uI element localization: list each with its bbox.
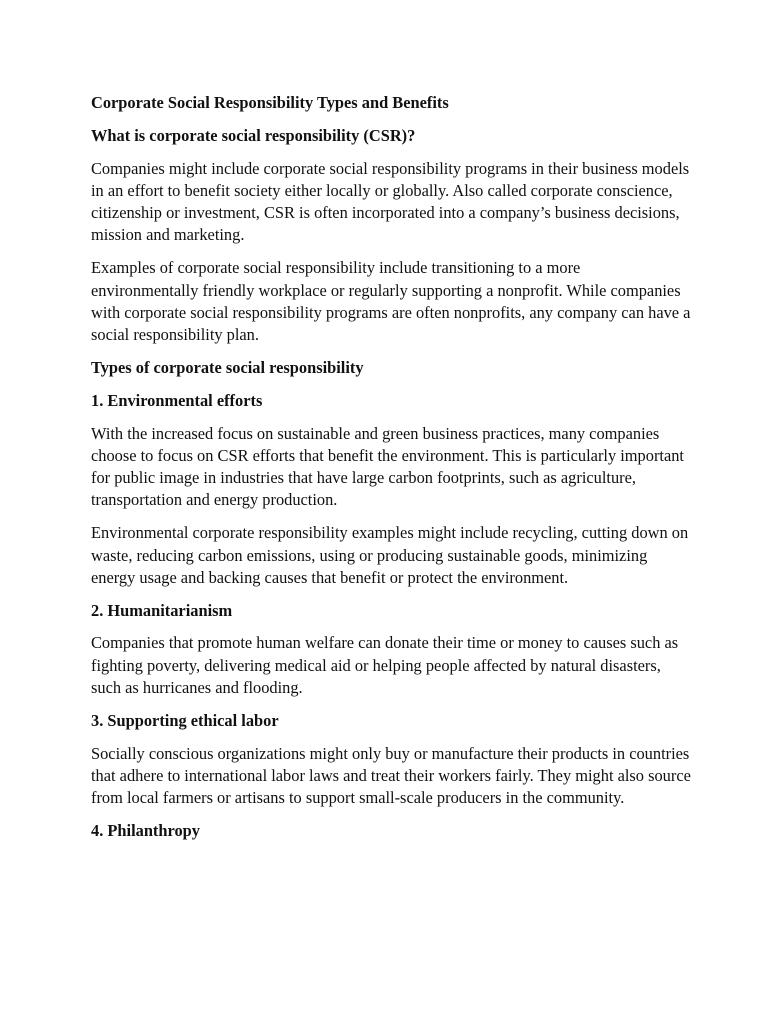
document-body bbox=[91, 92, 691, 853]
paragraph-humanitarianism: Companies that promote human welfare can donate their time or money to causes such as fighting poverty, delivering medical aid or helping people affected by natural disasters, such as hurricanes and flooding. bbox=[91, 633, 679, 698]
type-heading-philanthropy: 4. Philanthropy bbox=[91, 821, 200, 841]
paragraph-environmental-focus: With the increased focus on sustainable and green business practices, many companies choose to focus on CSR efforts that benefit the environment. This is particularly important for public image in industries that have large carbon footprints, such as agriculture, transportation and energy production. bbox=[91, 423, 684, 510]
paragraph-ethical-labor: Socially conscious organizations might only buy or manufacture their products in countries that adhere to international labor laws and treat their workers fairly. They might also source from local farmers or artisans to support small-scale producers in the community. bbox=[91, 743, 691, 808]
paragraph-csr-definition: Companies might include corporate social responsibility programs in their business models in an effort to benefit society either locally or globally. Also called corporate conscience, citizenship or investment, CSR is often incorporated into a company’s business decisions, mission and marketing. bbox=[91, 158, 690, 245]
type-heading-ethical-labor: 3. Supporting ethical labor bbox=[91, 710, 279, 730]
type-heading-humanitarianism: 2. Humanitarianism bbox=[91, 600, 233, 620]
paragraph-environmental-examples: Environmental corporate responsibility examples might include recycling, cutting down on waste, reducing carbon emissions, using or producing sustainable goods, minimizing energy usage and backing causes that benefit or protect the environment. bbox=[91, 523, 689, 587]
document-title: Corporate Social Responsibility Types and Benefits bbox=[91, 93, 449, 112]
paragraph-csr-examples: Examples of corporate social responsibility include transitioning to a more environmentally friendly workplace or regularly supporting a nonprofit. While companies with corporate social responsibility programs are often nonprofits, any company can have a social responsibility plan. bbox=[91, 258, 691, 345]
section-heading-what-is-csr: What is corporate social responsibility (CSR)? bbox=[91, 125, 416, 145]
type-heading-environmental: 1. Environmental efforts bbox=[91, 390, 263, 410]
section-heading-types: Types of corporate social responsibility bbox=[91, 357, 364, 377]
